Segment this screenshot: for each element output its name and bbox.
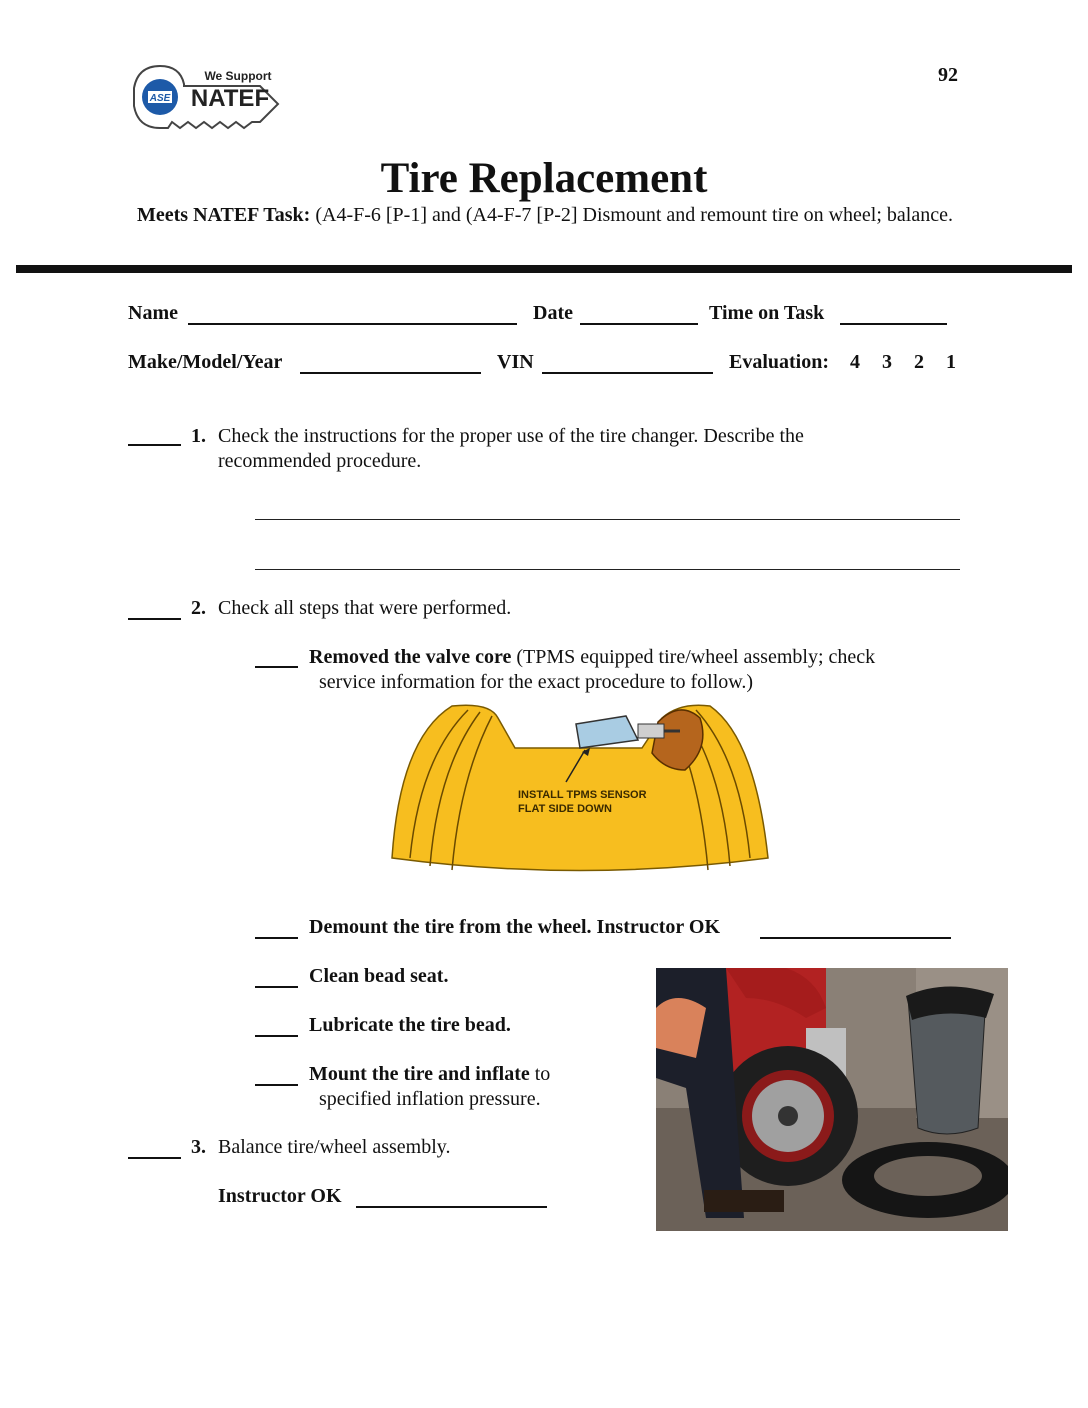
evaluation-label: Evaluation: <box>729 351 830 373</box>
make-model-year-field[interactable] <box>300 372 481 374</box>
name-label: Name <box>128 302 178 324</box>
svg-text:FLAT SIDE DOWN: FLAT SIDE DOWN <box>518 803 612 815</box>
tire-changer-photo-illustration <box>656 968 1008 1231</box>
step-valve-core <box>309 645 875 670</box>
header-divider <box>16 265 1072 273</box>
step-valve-core-check[interactable] <box>255 666 298 668</box>
vin-label: VIN <box>497 351 534 373</box>
meets-label: Meets NATEF Task: <box>137 204 311 226</box>
natef-task-description <box>120 203 970 228</box>
tpms-sensor-diagram <box>380 698 780 878</box>
task-3-instructor-ok-field[interactable] <box>356 1206 547 1208</box>
task-3-text: Balance tire/wheel assembly. <box>218 1136 451 1158</box>
task-1-text: Check the instructions for the proper use of the tire changer. Describe the <box>218 425 804 447</box>
evaluation-option-3[interactable]: 3 <box>882 351 892 373</box>
task-1-number: 1. <box>191 425 206 447</box>
step-lubricate-check[interactable] <box>255 1035 298 1037</box>
step-valve-core-bold: Removed the valve core <box>309 646 512 668</box>
natef-key-logo-icon <box>128 60 304 150</box>
step-clean-bead-check[interactable] <box>255 986 298 988</box>
task-1-check-blank[interactable] <box>128 444 181 446</box>
time-on-task-label: Time on Task <box>709 302 825 324</box>
natef-logo <box>128 60 304 150</box>
date-label: Date <box>533 302 573 324</box>
step-mount-rest: to <box>529 1063 551 1085</box>
step-valve-core-line2: service information for the exact procedure to follow.) <box>319 671 754 693</box>
svg-text:NATEF: NATEF <box>190 85 270 112</box>
step-mount <box>309 1062 550 1087</box>
time-on-task-field[interactable] <box>840 323 947 325</box>
make-model-year-label: Make/Model/Year <box>128 351 283 373</box>
step-demount: Demount the tire from the wheel. Instructor OK <box>309 916 721 938</box>
date-field[interactable] <box>580 323 698 325</box>
task-3-number: 3. <box>191 1136 206 1158</box>
task-3-instructor-ok-label: Instructor OK <box>218 1185 342 1207</box>
step-clean-bead: Clean bead seat. <box>309 965 449 987</box>
step-demount-check[interactable] <box>255 937 298 939</box>
task-3-check-blank[interactable] <box>128 1157 181 1159</box>
step-valve-core-rest: (TPMS equipped tire/wheel assembly; check <box>511 646 876 668</box>
step-mount-line2: specified inflation pressure. <box>319 1088 541 1110</box>
task-2-check-blank[interactable] <box>128 618 181 620</box>
svg-text:INSTALL TPMS SENSOR: INSTALL TPMS SENSOR <box>518 789 647 801</box>
svg-text:We Support: We Support <box>204 69 272 83</box>
task-2-number: 2. <box>191 597 206 619</box>
evaluation-option-1[interactable]: 1 <box>946 351 956 373</box>
svg-text:ASE: ASE <box>149 93 171 104</box>
step-lubricate: Lubricate the tire bead. <box>309 1014 511 1036</box>
page-title: Tire Replacement <box>380 155 708 202</box>
step-mount-bold: Mount the tire and inflate <box>309 1063 530 1085</box>
demount-instructor-ok-field[interactable] <box>760 937 951 939</box>
step-mount-check[interactable] <box>255 1084 298 1086</box>
evaluation-option-4[interactable]: 4 <box>850 351 860 373</box>
task-1-answer-line[interactable] <box>255 519 960 520</box>
task-2-text: Check all steps that were performed. <box>218 597 512 619</box>
meets-text: (A4-F-6 [P-1] and (A4-F-7 [P-2] Dismount and remount tire on wheel; balance. <box>315 204 953 226</box>
name-field[interactable] <box>188 323 517 325</box>
task-1-text-line2: recommended procedure. <box>218 450 422 472</box>
tire-changer-photo <box>656 968 1008 1231</box>
tpms-wheel-illustration <box>380 698 780 878</box>
evaluation-option-2[interactable]: 2 <box>914 351 924 373</box>
task-1-answer-line[interactable] <box>255 569 960 570</box>
vin-field[interactable] <box>542 372 713 374</box>
page-number: 92 <box>938 64 958 86</box>
